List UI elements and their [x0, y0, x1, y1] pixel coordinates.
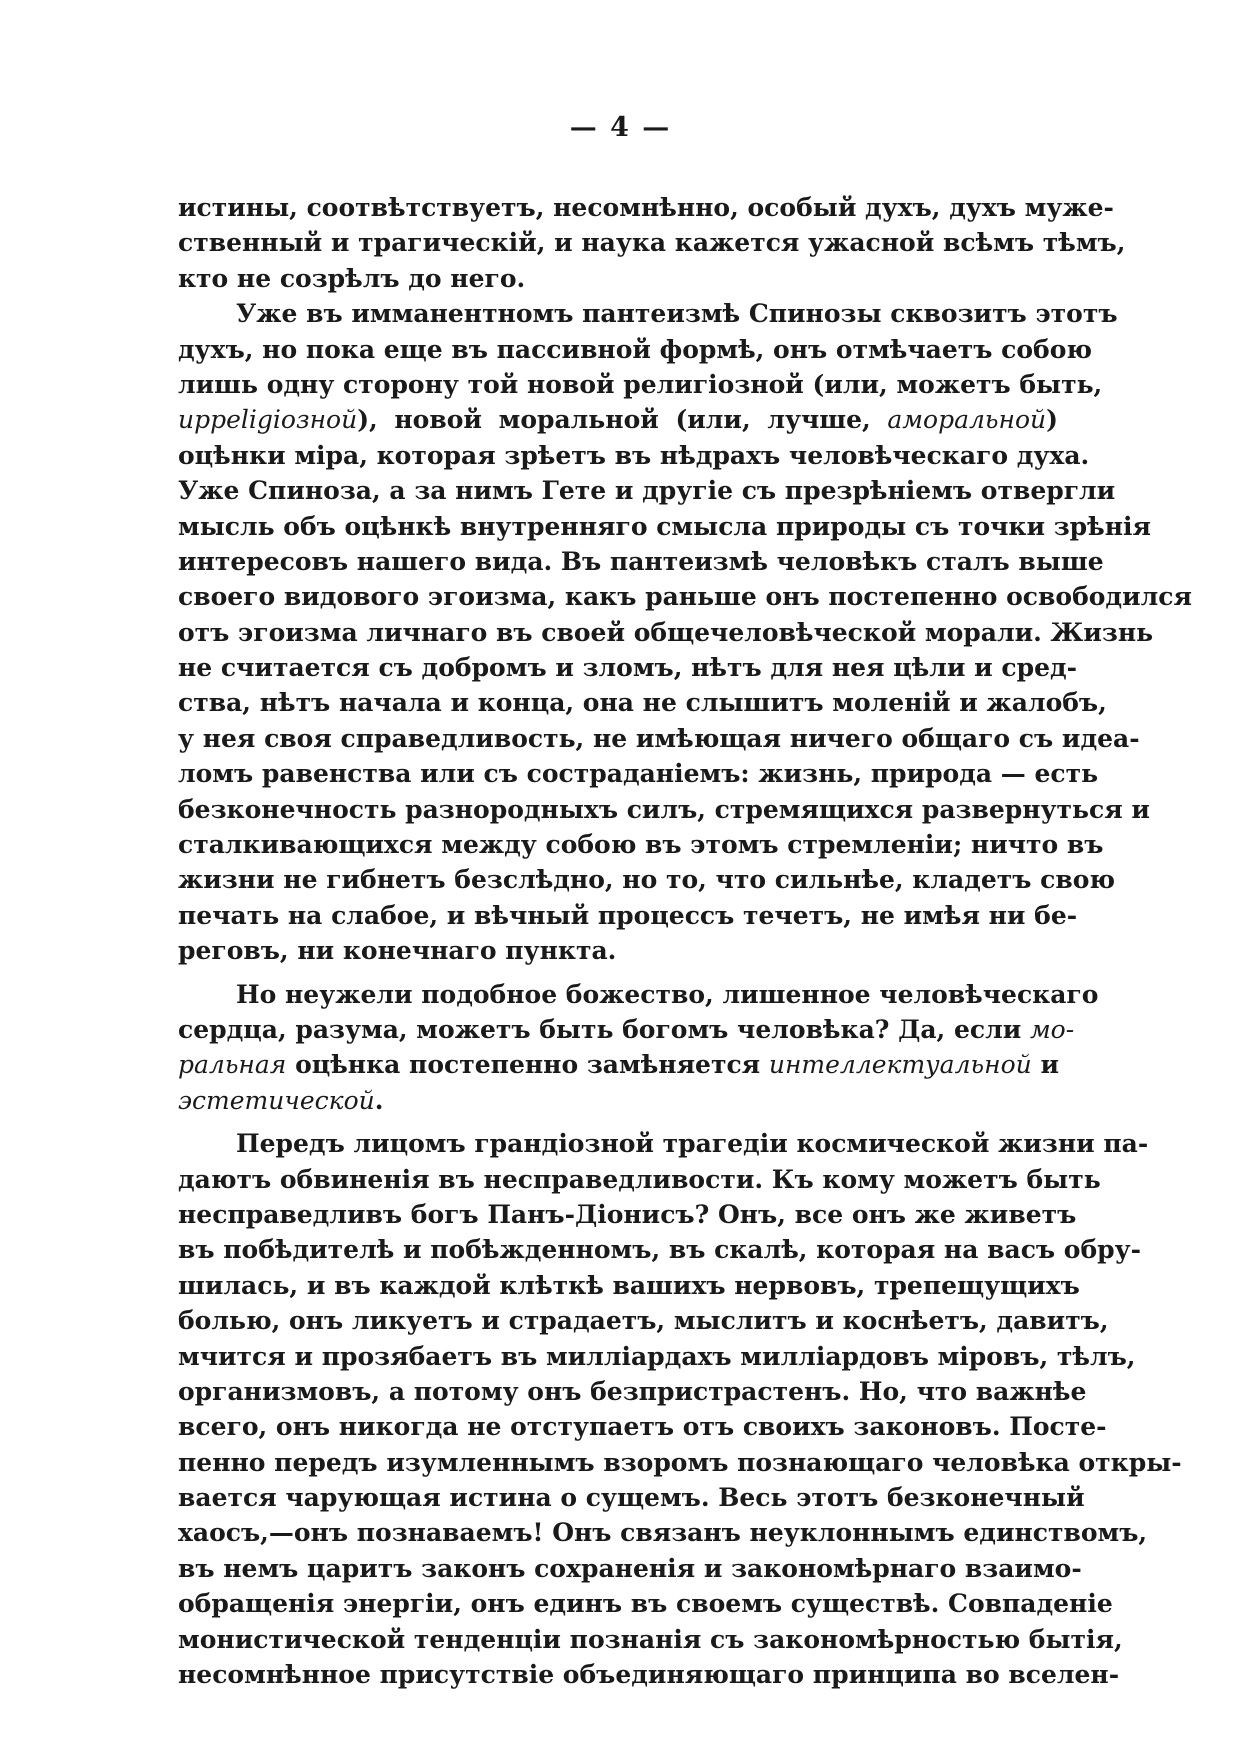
- text-segment: сталкивающихся между собою въ этомъ стремленіи; ничто въ: [178, 830, 1104, 860]
- text-segment: духъ, но пока еще въ пассивной формѣ, онъ отмѣчаетъ собою: [178, 334, 1093, 364]
- text-line: [178, 190, 1114, 225]
- text-segment: вается чарующая истина о сущемъ. Весь этотъ безконечный: [178, 1483, 1085, 1513]
- text-segment: Но неужели подобное божество, лишенное человѣческаго: [236, 979, 1099, 1009]
- text-line: [178, 615, 1154, 650]
- paragraph: [178, 190, 1126, 296]
- text-segment: ломъ равенства или съ состраданіемъ: жизнь, природа — есть: [178, 759, 1099, 789]
- text-line: [178, 756, 1099, 791]
- text-segment: печать на слабое, и вѣчный процессъ течетъ, не имѣя ни бе-: [178, 900, 1078, 930]
- text-segment: лишь одну сторону той новой религіозной (или, можетъ быть,: [178, 369, 1103, 399]
- text-segment: Передъ лицомъ грандіозной трагедіи космической жизни па-: [236, 1129, 1149, 1159]
- text-line: [178, 1047, 1058, 1082]
- text-line: [178, 225, 1126, 260]
- text-segment: Уже въ имманентномъ пантеизмѣ Спинозы сквозитъ этотъ: [236, 299, 1118, 329]
- text-line: [178, 1657, 1120, 1692]
- text-line: [178, 544, 1104, 579]
- text-segment: и: [1031, 1050, 1059, 1080]
- text-segment: оцѣнки міра, которая зрѣетъ въ нѣдрахъ человѣческаго духа.: [178, 440, 1090, 470]
- text-segment: пенно передъ изумленнымъ взоромъ познающаго человѣка откры-: [178, 1447, 1182, 1477]
- text-line: [178, 1126, 1149, 1161]
- text-line: [178, 1586, 1113, 1621]
- paragraph-gap: [178, 969, 1058, 977]
- text-segment: ), новой моральной (или, лучше,: [357, 405, 888, 435]
- text-line: [178, 579, 1192, 614]
- paragraph-gap: [178, 1118, 1058, 1126]
- text-line: [178, 685, 1107, 720]
- text-segment: всего, онъ никогда не отступаетъ отъ своихъ законовъ. Посте-: [178, 1412, 1107, 1442]
- text-line: [178, 1551, 1082, 1586]
- text-segment: истины, соотвѣтствуетъ, несомнѣнно, особый духъ, духъ муже-: [178, 193, 1114, 222]
- text-line: [178, 367, 1103, 402]
- text-segment: ственный и трагическій, и наука кажется ужасной всѣмъ тѣмъ,: [178, 228, 1126, 258]
- text-line: [178, 509, 1151, 544]
- text-segment: своего видового эгоизма, какъ раньше онъ постепенно освободился: [178, 582, 1192, 612]
- page-number: — 4 —: [569, 112, 672, 143]
- text-line: [178, 1197, 1077, 1232]
- text-segment: въ немъ царитъ законъ сохраненія и закономѣрнаго взаимо-: [178, 1553, 1082, 1583]
- text-line: [178, 1083, 1058, 1118]
- italic-text: мо-: [1029, 1014, 1075, 1044]
- text-segment: мысль объ оцѣнкѣ внутренняго смысла природы съ точки зрѣнія: [178, 511, 1151, 541]
- paragraph: [178, 1126, 1182, 1692]
- text-segment: несомнѣнное присутствіе объединяющаго принципа во вселен-: [178, 1660, 1120, 1690]
- text-segment: даютъ обвиненія въ несправедливости. Къ кому можетъ быть: [178, 1164, 1101, 1194]
- text-line: [178, 977, 1099, 1012]
- text-line: [178, 402, 1058, 437]
- text-line: [178, 332, 1093, 367]
- text-segment: отъ эгоизма личнаго въ своей общечеловѣческой морали. Жизнь: [178, 617, 1154, 647]
- text-segment: обращенія энергіи, онъ единъ въ своемъ существѣ. Совпаденіе: [178, 1589, 1113, 1619]
- text-segment: болью, онъ ликуетъ и страдаетъ, мыслитъ и коснѣетъ, давитъ,: [178, 1306, 1109, 1336]
- text-line: [178, 261, 1058, 296]
- text-segment: организмовъ, а потому онъ безпристрастенъ. Но, что важнѣе: [178, 1376, 1087, 1406]
- text-segment: несправедливъ богъ Панъ-Діонисъ? Онъ, все онъ же живетъ: [178, 1199, 1077, 1229]
- italic-text: ральная: [178, 1050, 287, 1080]
- text-segment: монистической тенденціи познанія съ закономѣрностью бытія,: [178, 1624, 1123, 1654]
- paragraph: [178, 296, 1192, 968]
- text-segment: шилась, и въ каждой клѣткѣ вашихъ нервовъ, трепещущихъ: [178, 1270, 1080, 1300]
- text-segment: ): [1046, 405, 1058, 435]
- text-line: [178, 721, 1140, 756]
- text-line: [178, 1303, 1109, 1338]
- text-line: [178, 792, 1150, 827]
- text-line: [178, 898, 1078, 933]
- text-line: [178, 1622, 1123, 1657]
- italic-text: интеллектуальной: [768, 1050, 1032, 1080]
- text-segment: хаосъ,—онъ познаваемъ! Онъ связанъ неуклоннымъ единствомъ,: [178, 1518, 1148, 1548]
- text-line: [178, 1374, 1087, 1409]
- italic-text: аморальной: [887, 405, 1047, 435]
- text-line: [178, 827, 1104, 862]
- text-segment: у нея своя справедливость, не имѣющая ничего общаго съ идеа-: [178, 723, 1140, 753]
- text-line: [178, 1268, 1080, 1303]
- text-segment: не считается съ добромъ и зломъ, нѣтъ для нея цѣли и сред-: [178, 653, 1078, 683]
- text-segment: .: [374, 1085, 384, 1115]
- text-line: [178, 438, 1090, 473]
- text-segment: безконечность разнородныхъ силъ, стремящихся развернуться и: [178, 794, 1150, 824]
- body-text: [178, 190, 1192, 1692]
- text-line: [178, 933, 1058, 968]
- text-segment: реговъ, ни конечнаго пункта.: [178, 936, 617, 966]
- text-line: [178, 862, 1115, 897]
- paragraph: [178, 977, 1099, 1119]
- text-segment: въ побѣдителѣ и побѣжденномъ, въ скалѣ, которая на васъ обру-: [178, 1235, 1142, 1265]
- italic-text: эстетической: [178, 1085, 375, 1115]
- text-line: [178, 1480, 1085, 1515]
- text-line: [178, 1162, 1101, 1197]
- text-line: [178, 1515, 1148, 1550]
- text-line: [178, 296, 1118, 331]
- text-line: [178, 1409, 1107, 1444]
- text-segment: мчится и прозябаетъ въ милліардахъ милліардовъ міровъ, тѣлъ,: [178, 1341, 1136, 1371]
- text-line: [178, 1012, 1075, 1047]
- text-segment: сердца, разума, можетъ быть богомъ человѣка? Да, если: [178, 1014, 1030, 1044]
- text-segment: жизни не гибнетъ безслѣдно, но то, что сильнѣе, кладетъ свою: [178, 865, 1115, 895]
- italic-text: ирреligіозной: [178, 405, 358, 435]
- text-line: [178, 1232, 1142, 1267]
- text-segment: кто не созрѣлъ до него.: [178, 263, 526, 293]
- text-segment: интересовъ нашего вида. Въ пантеизмѣ человѣкъ сталъ выше: [178, 546, 1104, 576]
- text-segment: оцѣнка постепенно замѣняется: [286, 1050, 769, 1080]
- text-line: [178, 1339, 1136, 1374]
- text-segment: Уже Спиноза, а за нимъ Гете и другіе съ презрѣніемъ отвергли: [178, 476, 1116, 506]
- text-line: [178, 473, 1116, 508]
- text-line: [178, 650, 1078, 685]
- text-line: [178, 1445, 1182, 1480]
- text-segment: ства, нѣтъ начала и конца, она не слышитъ моленій и жалобъ,: [178, 688, 1107, 718]
